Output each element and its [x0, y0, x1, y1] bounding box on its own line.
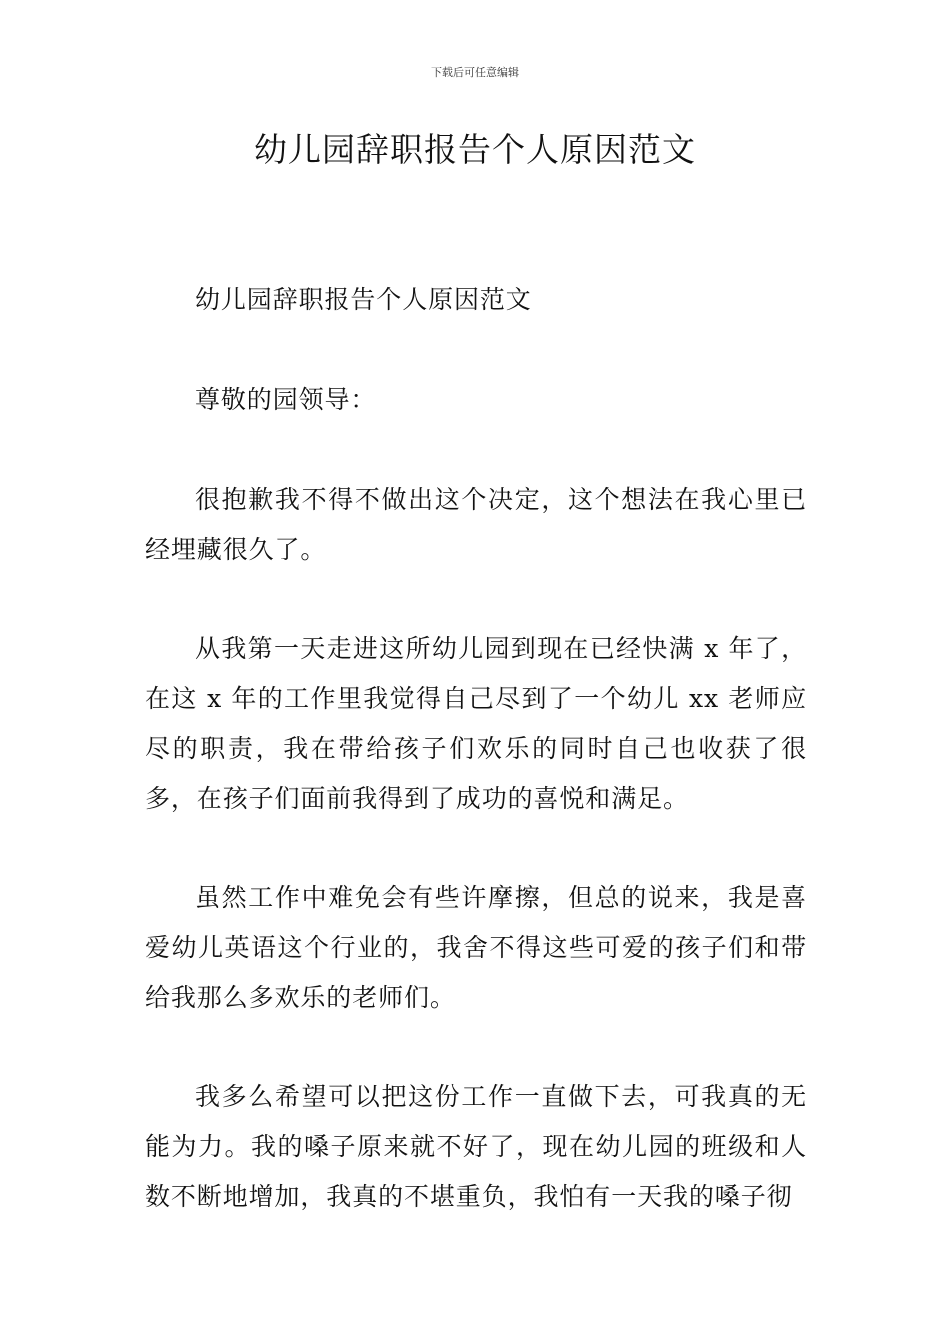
paragraph-body: 很抱歉我不得不做出这个决定，这个想法在我心里已经埋藏很久了。 — [145, 485, 807, 564]
header-note: 下载后可任意编辑 — [431, 66, 519, 79]
paragraph-subtitle: 幼儿园辞职报告个人原因范文 — [195, 285, 532, 314]
paragraph-body: 从我第一天走进这所幼儿园到现在已经快满 x 年了，在这 x 年的工作里我觉得自己尽到了一个幼儿 xx 老师应尽的职责，我在带给孩子们欢乐的同时自己也收获了很多，在孩子们面前我得到了成功的喜悦和满足。 — [145, 634, 807, 813]
paragraph-body: 虽然工作中难免会有些许摩擦，但总的说来，我是喜爱幼儿英语这个行业的，我舍不得这些可爱的孩子们和带给我那么多欢乐的老师们。 — [145, 883, 807, 1012]
document-title: 幼儿园辞职报告个人原因范文 — [254, 130, 696, 169]
paragraph-body: 我多么希望可以把这份工作一直做下去，可我真的无能为力。我的嗓子原来就不好了，现在幼儿园的班级和人数不断地增加，我真的不堪重负，我怕有一天我的嗓子彻 — [145, 1082, 807, 1211]
paragraph-salutation: 尊敬的园领导： — [195, 385, 377, 414]
